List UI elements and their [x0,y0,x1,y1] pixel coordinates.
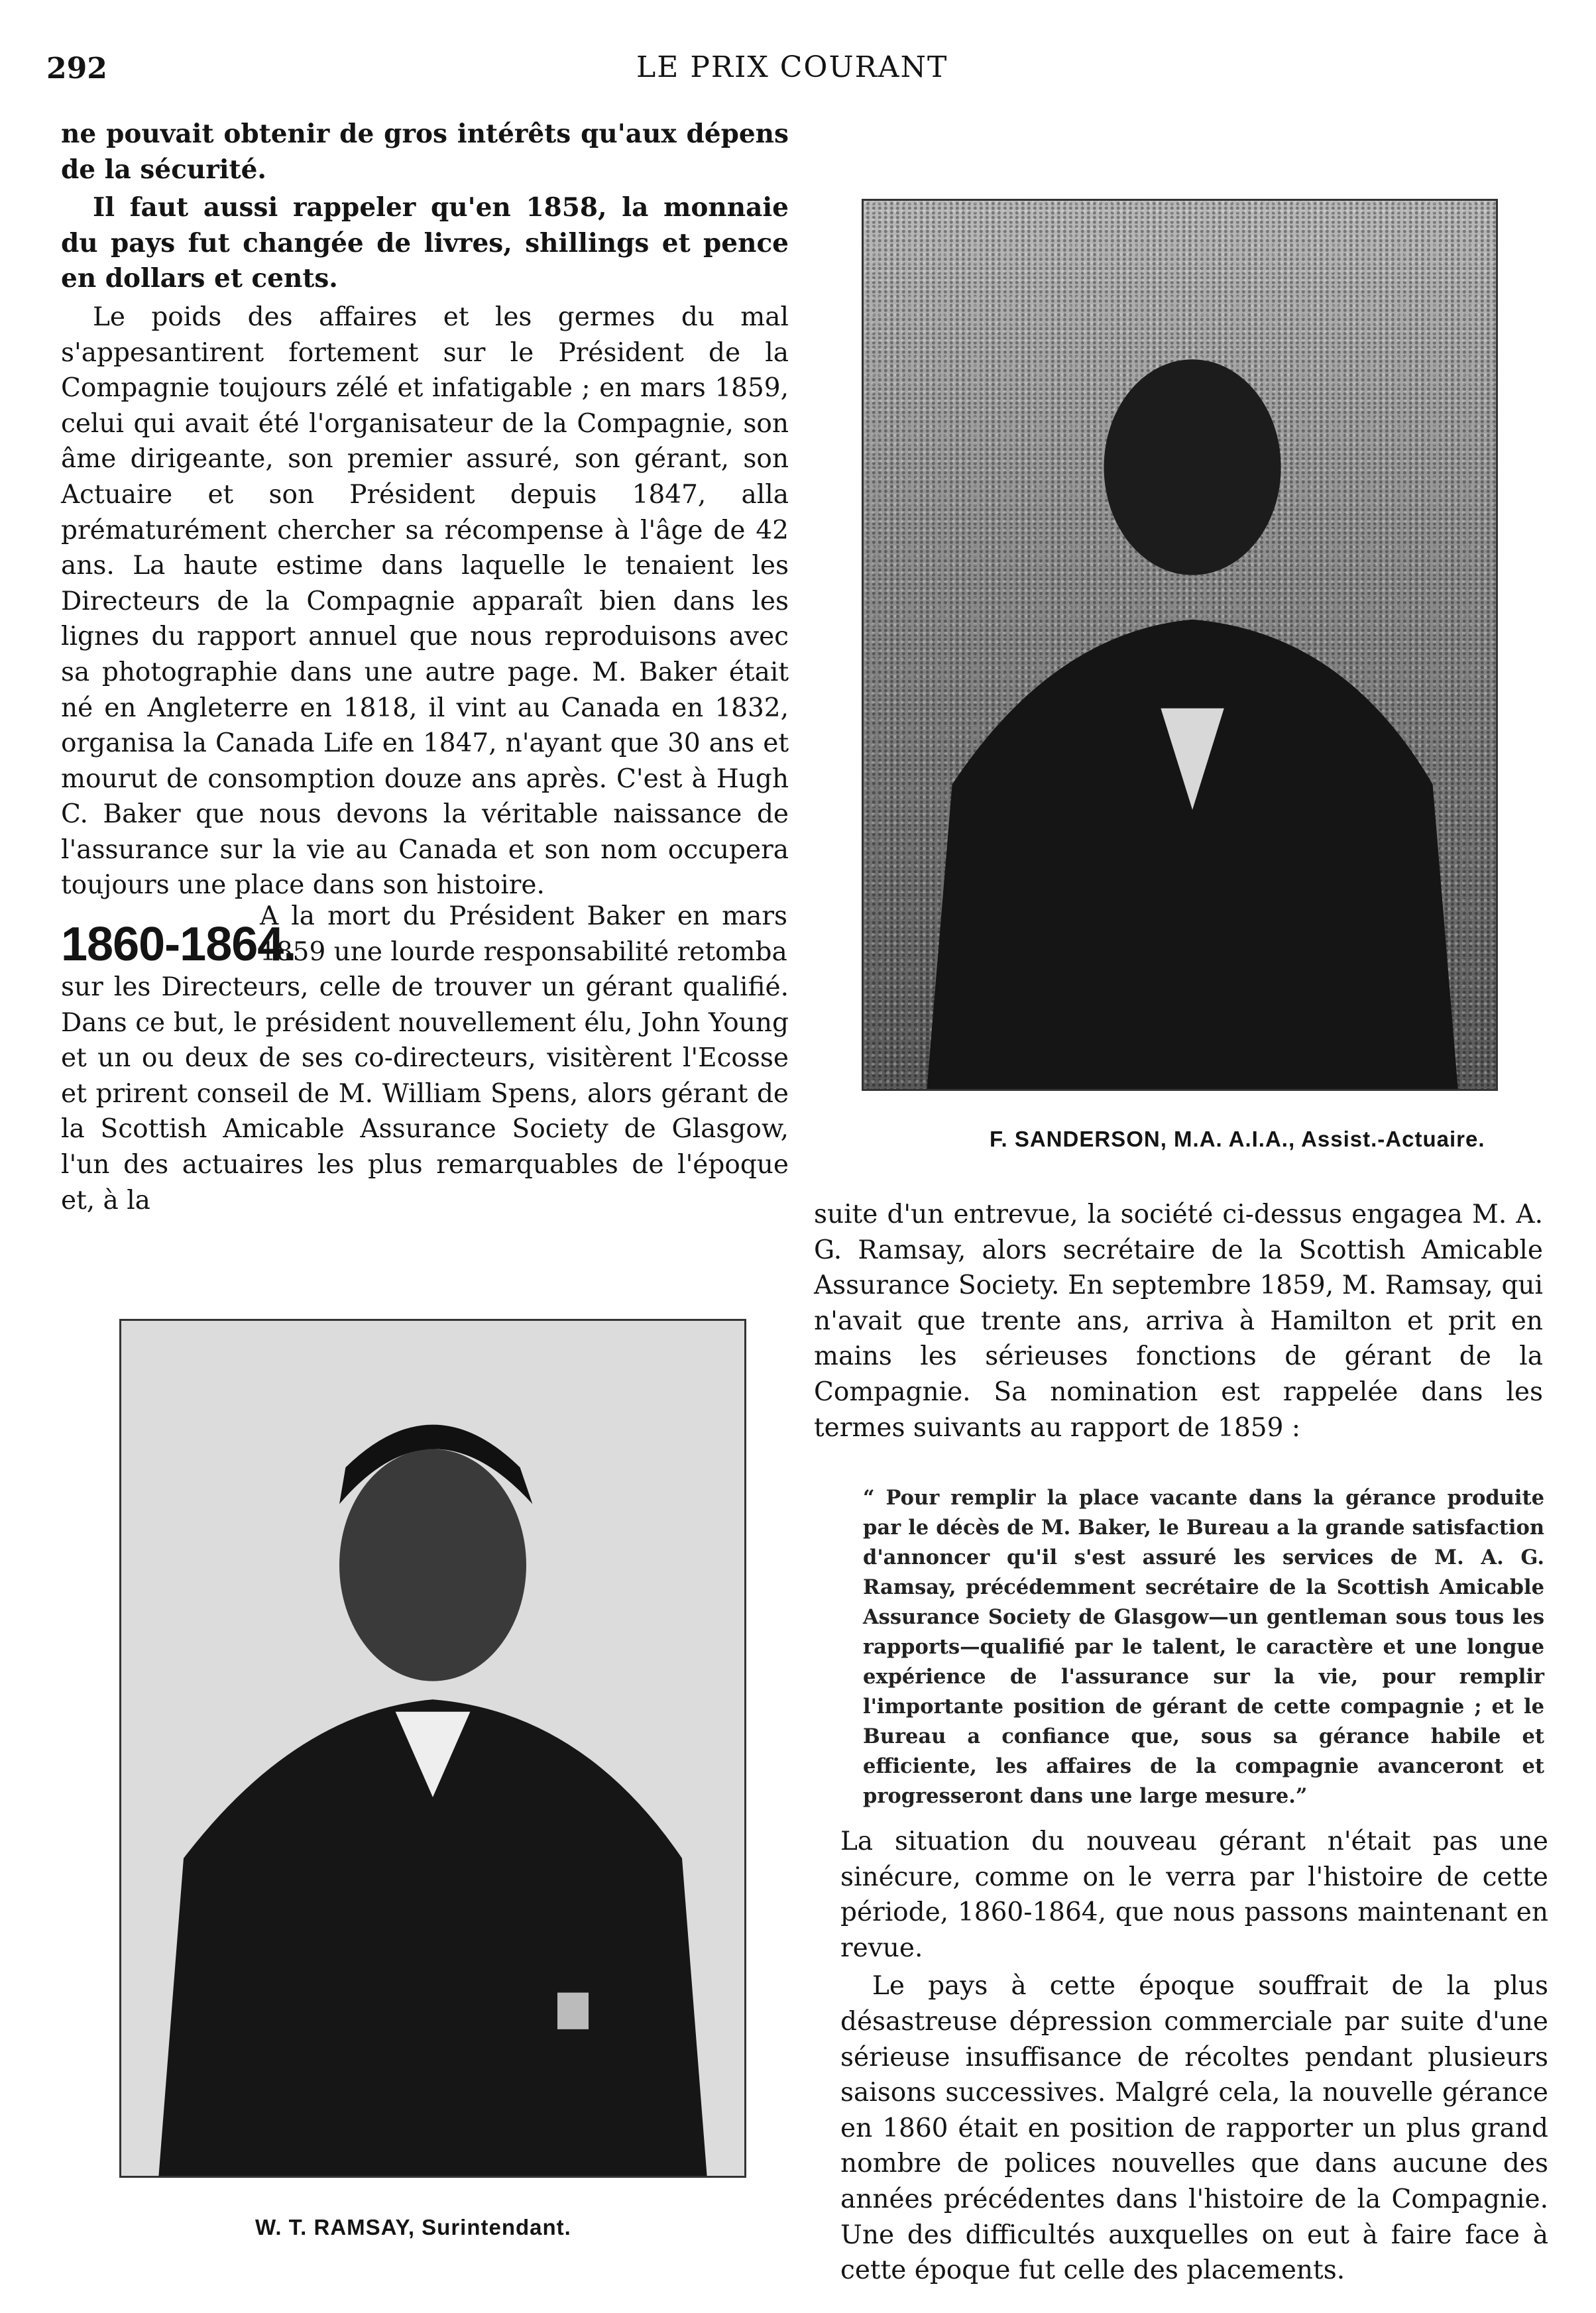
paragraph-ramsay-hire: suite d'un entrevue, la société ci-dessus engagea M. A. G. Ramsay, alors secrétaire de la Scottish Amicable Assurance Society. En septembre 1859, M. Ramsay, qui n'avait que trente ans, arriva à Hamilton et prit en mains les sérieuses fonctions de gérant de la Compagnie. Sa nomination est rappelée dans les termes suivants au rapport de 1859 : [814,1200,1543,1443]
portrait-ramsay [119,1319,746,2178]
section-continued-text: sur les Directeurs, celle de trouver un gérant qualifié. Dans ce but, le président nouvellement élu, John Young et un ou deux de ses co-directeurs, visitèrent l'Ecosse et prirent conseil de M. William Spens, alors gérant de la Scottish Amicable Assurance Society de Glasgow, l'un des actuaires les plus remarquables de l'époque et, à la [61,972,789,1215]
caption-sanderson: F. SANDERSON, M.A. A.I.A., Assist.-Actuaire. [990,1127,1485,1151]
running-title: LE PRIX COURANT [636,50,948,84]
left-column-text [61,117,789,903]
right-column-text-bottom [840,1824,1548,2288]
paragraph-situation: La situation du nouveau gérant n'était pas une sinécure, comme on le verra par l'histoire de cette période, 1860-1864, que nous passons maintenant en revue. [840,1827,1548,1963]
paragraph-security: ne pouvait obtenir de gros intérêts qu'aux dépens de la sécurité. [61,119,789,185]
right-column-text-top [814,1197,1543,1445]
report-quote: “ Pour remplir la place vacante dans la gérance produite par le décès de M. Baker, le Bureau a la grande satisfaction d'annoncer qu'il s'est assuré les services de M. A. G. Ramsay, précédemment secrétaire de la Scottish Amicable Assurance Society de Glasgow—un gentleman sous tous les rapports—qualifié par le talent, le caractère et une longue expérience de l'assurance sur la vie, pour remplir l'importante position de gérant de cette compagnie ; et le Bureau a confiance que, sous sa gérance habile et efficiente, les affaires de la compagnie avanceront et progresseront dans une large mesure.” [863,1486,1544,1808]
page-number: 292 [46,52,107,85]
section-lead-text: A la mort du Président Baker en mars 1859 une lourde responsabilité retomba [260,901,787,967]
portrait-sanderson-figure [864,201,1496,1089]
section-year-heading: 1860-1864. [61,918,296,971]
portrait-ramsay-figure [121,1321,744,2176]
paragraph-currency: Il faut aussi rappeler qu'en 1858, la monnaie du pays fut changée de livres, shillings et pence en dollars et cents. [61,192,789,294]
paragraph-baker: Le poids des affaires et les germes du mal s'appesantirent fortement sur le Président de la Compagnie toujours zélé et infatigable ; en mars 1859, celui qui avait été l'organisateur de la Compagnie, son âme dirigeante, son premier assuré, son gérant, son Actuaire et son Président depuis 1847, alla prématurément chercher sa récompense à l'âge de 42 ans. La haute estime dans laquelle le tenaient les Directeurs de la Compagnie apparaît bien dans les lignes du rapport annuel que nous reproduisons avec sa photographie dans une autre page. M. Baker était né en Angleterre en 1818, il vint au Canada en 1832, organisa la Canada Life en 1847, n'ayant que 30 ans et mourut de consomption douze ans après. C'est à Hugh C. Baker que nous devons la véritable naissance de l'assurance sur la vie au Canada et son nom occupera toujours une place dans son histoire. [61,302,789,901]
caption-ramsay: W. T. RAMSAY, Surintendant. [255,2215,571,2239]
paragraph-depression: Le pays à cette époque souffrait de la plus désastreuse dépression commerciale par suite d'une sérieuse insuffisance de récoltes pendant plusieurs saisons successives. Malgré cela, la nouvelle gérance en 1860 était en position de rapporter un plus grand nombre de polices nouvelles que dans aucune des années précédentes dans l'histoire de la Compagnie. Une des difficultés auxquelles on eut à faire face à cette époque fut celle des placements. [840,1971,1548,2286]
portrait-sanderson [862,199,1498,1091]
